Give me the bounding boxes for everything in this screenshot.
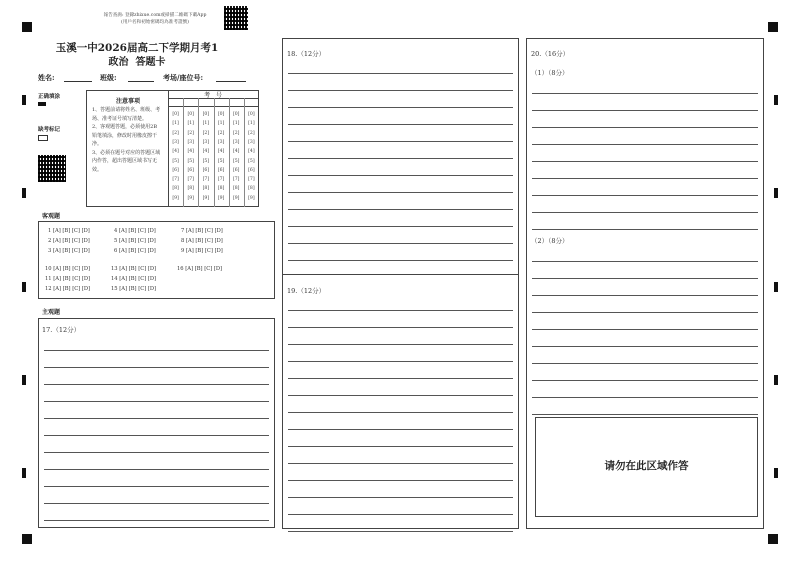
q18-label: 18.（12分） — [287, 50, 326, 58]
q20-part2-answer-lines[interactable] — [532, 246, 758, 415]
objective-row[interactable]: 10 [A] [B] [C] [D] — [45, 266, 91, 272]
notice-item: 3、必须在题号对应的答题区域内作答，超出答题区域书写无效。 — [92, 149, 161, 173]
exam-digit-bubble[interactable]: [6] — [217, 167, 225, 173]
exam-digit-bubble[interactable]: [5] — [248, 158, 255, 164]
timing-mark — [774, 468, 778, 478]
timing-mark — [22, 282, 26, 292]
objective-row[interactable]: 8 [A] [B] [C] [D] — [181, 238, 223, 244]
exam-digit-bubble[interactable]: [1] — [217, 121, 225, 127]
notice-title: 注意事项 — [115, 98, 140, 105]
exam-digit-bubble[interactable]: [5] — [187, 158, 194, 164]
objective-row[interactable]: 5 [A] [B] [C] [D] — [114, 238, 156, 244]
exam-digit-bubble[interactable]: [9] — [202, 195, 210, 201]
exam-digit-bubble[interactable]: [8] — [248, 186, 255, 192]
q18-q19-divider — [282, 274, 519, 275]
exam-digit-bubble[interactable]: [2] — [172, 130, 179, 136]
seat-field[interactable] — [216, 81, 246, 82]
exam-digit-bubble[interactable]: [8] — [187, 186, 194, 192]
exam-digit-bubble[interactable]: [0] — [172, 112, 179, 117]
exam-digit-bubble[interactable]: [7] — [172, 177, 179, 183]
fill-example-label: 正确填涂 — [38, 94, 61, 100]
q20-label: 20.（16分） — [531, 50, 570, 58]
exam-digit-bubble[interactable]: [3] — [172, 139, 179, 145]
corner-mark-top-left — [22, 22, 32, 32]
corner-mark-bottom-left — [22, 534, 32, 544]
page-title: 玉溪一中2026届高二下学期月考1 — [55, 42, 219, 54]
exam-digit-bubble[interactable]: [8] — [202, 186, 210, 192]
exam-digit-bubble[interactable]: [4] — [248, 149, 255, 155]
exam-digit-bubble[interactable]: [7] — [187, 177, 194, 183]
exam-digit-bubble[interactable]: [4] — [202, 149, 210, 155]
q17-answer-lines — [44, 333, 269, 521]
q18-answer-lines[interactable] — [288, 58, 513, 261]
name-field[interactable] — [64, 81, 92, 82]
exam-digit-bubble[interactable]: [4] — [217, 149, 225, 155]
objective-row[interactable]: 1 [A] [B] [C] [D] — [48, 228, 90, 234]
objective-row[interactable]: 14 [A] [B] [C] [D] — [111, 276, 157, 282]
seat-label: 考场/座位号: — [163, 73, 204, 82]
q20-part2-label: （2）（8分） — [531, 237, 569, 245]
exam-digit-bubble[interactable]: [7] — [202, 177, 210, 183]
q20-part1-label: （1）（8分） — [531, 69, 569, 77]
timing-mark — [774, 282, 778, 292]
objective-row[interactable]: 12 [A] [B] [C] [D] — [45, 286, 91, 292]
timing-mark — [22, 375, 26, 385]
exam-digit-bubble[interactable]: [1] — [202, 121, 210, 127]
objective-row[interactable]: 9 [A] [B] [C] [D] — [181, 248, 223, 254]
exam-number-grid[interactable] — [168, 98, 259, 207]
exam-digit-bubble[interactable]: [2] — [232, 130, 240, 136]
timing-mark — [22, 188, 26, 198]
exam-digit-bubble[interactable]: [7] — [232, 177, 240, 183]
top-note-line-1: 報告查詢: 登錄zhixue.com或掃描二維碼下載App — [103, 13, 207, 18]
exam-digit-bubble[interactable]: [0] — [217, 112, 225, 117]
exam-digit-bubble[interactable]: [2] — [202, 130, 210, 136]
class-label: 班级: — [100, 73, 117, 82]
exam-digit-bubble[interactable]: [0] — [202, 112, 210, 117]
corner-mark-bottom-right — [768, 534, 778, 544]
top-note-line-2: (用戶名和初始密碼均為准考證號) — [121, 20, 189, 25]
exam-digit-bubble[interactable]: [9] — [172, 195, 179, 201]
student-qr-code-icon — [38, 155, 66, 182]
exam-digit-bubble[interactable]: [7] — [248, 177, 255, 183]
exam-digit-bubble[interactable]: [6] — [187, 167, 194, 173]
exam-digit-bubble[interactable]: [7] — [217, 177, 225, 183]
exam-digit-bubble[interactable]: [0] — [187, 112, 194, 117]
q20-part1-answer-lines[interactable] — [532, 78, 758, 230]
timing-mark — [774, 375, 778, 385]
notice-text — [92, 106, 162, 174]
exam-digit-bubble[interactable]: [6] — [202, 167, 210, 173]
exam-number-label: 考 号 — [204, 92, 222, 99]
exam-digit-bubble[interactable]: [4] — [172, 149, 179, 155]
exam-digit-bubble[interactable]: [0] — [248, 112, 255, 117]
absent-checkbox[interactable] — [38, 135, 48, 141]
timing-mark — [774, 188, 778, 198]
timing-mark — [774, 95, 778, 105]
exam-digit-bubble[interactable]: [2] — [217, 130, 225, 136]
qr-code-icon — [224, 6, 248, 30]
exam-digit-bubble[interactable]: [5] — [217, 158, 225, 164]
exam-digit-bubble[interactable]: [1] — [248, 121, 255, 127]
objective-row[interactable]: 16 [A] [B] [C] [D] — [177, 266, 223, 272]
exam-digit-bubble[interactable]: [1] — [232, 121, 240, 127]
notice-item: 1、答题前请将姓名、班级、考场、准考证号填写清楚。 — [92, 107, 161, 122]
exam-digit-bubble[interactable]: [2] — [248, 130, 255, 136]
exam-digit-bubble[interactable]: [1] — [172, 121, 179, 127]
exam-digit-bubble[interactable]: [4] — [232, 149, 240, 155]
objective-row[interactable]: 3 [A] [B] [C] [D] — [48, 248, 90, 254]
objective-title: 客观题 — [42, 213, 61, 220]
page-subtitle: 政治 答题卡 — [108, 57, 166, 68]
objective-row[interactable]: 7 [A] [B] [C] [D] — [181, 228, 223, 234]
exam-digit-bubble[interactable]: [3] — [232, 139, 240, 145]
q19-label: 19.（12分） — [287, 287, 326, 295]
exam-digit-bubble[interactable]: [8] — [232, 186, 240, 192]
exam-digit-bubble[interactable]: [9] — [232, 195, 240, 201]
notice-item: 2、客观题答题，必须使用2B铅笔填涂，修改时用橡皮擦干净。 — [92, 124, 158, 147]
objective-row[interactable]: 2 [A] [B] [C] [D] — [48, 238, 90, 244]
exam-digit-bubble[interactable]: [1] — [187, 121, 194, 127]
exam-digit-bubble[interactable]: [2] — [187, 130, 194, 136]
objective-row[interactable]: 11 [A] [B] [C] [D] — [45, 276, 91, 282]
exam-digit-bubble[interactable]: [6] — [232, 167, 240, 173]
q19-answer-lines[interactable] — [288, 295, 513, 532]
absent-label: 缺考标记 — [38, 127, 61, 133]
objective-row[interactable]: 15 [A] [B] [C] [D] — [111, 286, 157, 292]
class-field[interactable] — [128, 81, 154, 82]
objective-row[interactable]: 4 [A] [B] [C] [D] — [114, 228, 156, 234]
name-label: 姓名: — [38, 73, 55, 82]
exam-digit-bubble[interactable]: [3] — [248, 139, 255, 145]
q17-label: 17.（12分） — [42, 326, 81, 334]
exam-digit-bubble[interactable]: [4] — [187, 149, 194, 155]
objective-row[interactable]: 6 [A] [B] [C] [D] — [114, 248, 156, 254]
subjective-title: 主观题 — [42, 309, 61, 316]
exam-digit-bubble[interactable]: [8] — [172, 186, 179, 192]
objective-row[interactable]: 13 [A] [B] [C] [D] — [111, 266, 157, 272]
fill-example-mark — [38, 102, 46, 106]
exam-digit-bubble[interactable]: [5] — [172, 158, 179, 164]
exam-digit-bubble[interactable]: [9] — [248, 195, 255, 201]
exam-digit-bubble[interactable]: [5] — [202, 158, 210, 164]
timing-mark — [22, 95, 26, 105]
exam-digit-bubble[interactable]: [3] — [187, 139, 194, 145]
timing-mark — [22, 468, 26, 478]
exam-digit-bubble[interactable]: [5] — [232, 158, 240, 164]
exam-digit-bubble[interactable]: [6] — [248, 167, 255, 173]
exam-digit-bubble[interactable]: [3] — [202, 139, 210, 145]
corner-mark-top-right — [768, 22, 778, 32]
exam-digit-bubble[interactable]: [9] — [187, 195, 194, 201]
exam-digit-bubble[interactable]: [9] — [217, 195, 225, 201]
exam-digit-bubble[interactable]: [6] — [172, 167, 179, 173]
exam-digit-bubble[interactable]: [3] — [217, 139, 225, 145]
exam-digit-bubble[interactable]: [8] — [217, 186, 225, 192]
no-write-zone-label: 请勿在此区域作答 — [604, 460, 689, 472]
exam-digit-bubble[interactable]: [0] — [232, 112, 240, 117]
